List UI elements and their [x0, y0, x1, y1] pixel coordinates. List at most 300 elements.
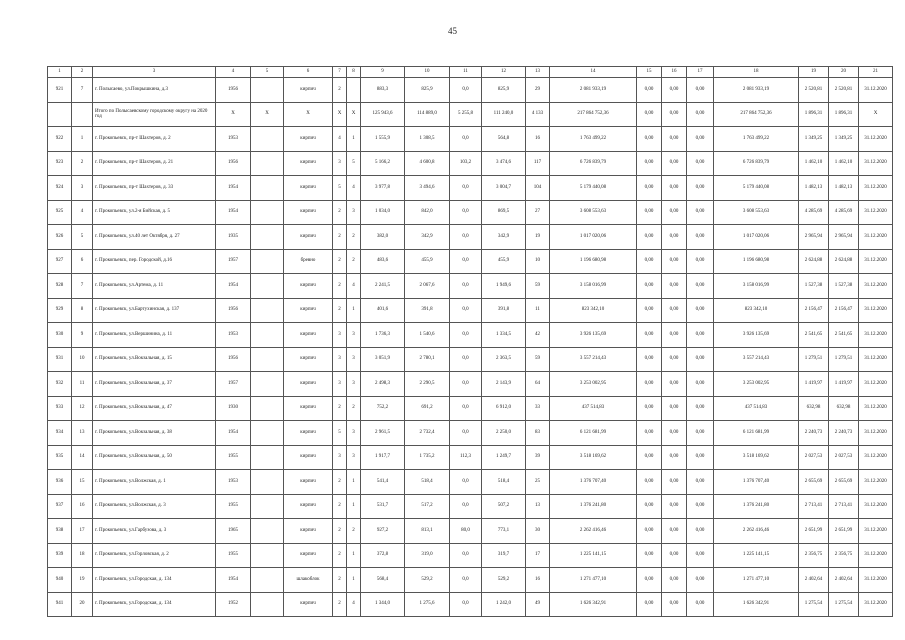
table-cell: 0,00 [662, 347, 687, 372]
table-cell [251, 298, 284, 323]
table-cell: 31.12.2020 [859, 396, 893, 421]
address-cell: г. Прокопьевск, пер. Городской, д.16 [93, 249, 216, 274]
table-cell: кирпич [284, 225, 333, 250]
table-cell: 1 [347, 298, 361, 323]
table-cell: 2 961,5 [361, 421, 405, 446]
table-cell: кирпич [284, 445, 333, 470]
table-cell: 930 [48, 323, 72, 348]
table-cell: 42 [526, 323, 550, 348]
table-row [48, 176, 893, 201]
table-row [48, 151, 893, 176]
table-cell: 1 [347, 470, 361, 495]
table-cell: 1965 [216, 519, 251, 544]
table-cell: 12 [72, 396, 93, 421]
table-cell: 1952 [216, 592, 251, 617]
table-cell: 2 240,73 [799, 421, 829, 446]
table-cell: 13 [526, 494, 550, 519]
table-cell: 923 [48, 151, 72, 176]
table-cell: 3 [347, 372, 361, 397]
table-cell: 2 965,94 [829, 225, 859, 250]
table-cell [251, 323, 284, 348]
address-cell: г. Прокопьевск, ул.Вокзальная, д. 38 [93, 421, 216, 446]
table-cell: 17 [72, 519, 93, 544]
address-cell: Итого по Полысаевскому городскому округу на 2020 год [93, 102, 216, 127]
table-cell: 0,00 [637, 519, 662, 544]
table-cell: 3 253 002,95 [714, 372, 799, 397]
table-cell: 0,0 [450, 396, 482, 421]
table-cell: кирпич [284, 396, 333, 421]
table-cell: 14 [72, 445, 93, 470]
table-row [48, 568, 893, 593]
table-cell: 3 [333, 347, 347, 372]
table-cell: кирпич [284, 127, 333, 152]
table-cell: 2 027,53 [799, 445, 829, 470]
table-cell: 5 [333, 176, 347, 201]
table-cell: 1 196 680,98 [550, 249, 637, 274]
table-cell: X [859, 102, 893, 127]
table-cell [251, 225, 284, 250]
table-cell: 1 275,6 [405, 592, 450, 617]
table-cell: 0,00 [687, 519, 714, 544]
table-cell [251, 249, 284, 274]
table-cell: 936 [48, 470, 72, 495]
table-cell: 83 [526, 421, 550, 446]
table-cell: 0,00 [687, 347, 714, 372]
table-cell: 632,98 [829, 396, 859, 421]
table-cell: 217 864 752,36 [714, 102, 799, 127]
table-cell: 632,98 [799, 396, 829, 421]
table-cell: 125 943,6 [361, 102, 405, 127]
repair-schedule-table [47, 66, 893, 617]
table-cell: 0,0 [450, 323, 482, 348]
address-cell: г. Прокопьевск, пр-т Шахтеров, д. 2 [93, 127, 216, 152]
table-cell: кирпич [284, 151, 333, 176]
table-cell: 1 763 499,22 [550, 127, 637, 152]
table-cell: 0,00 [637, 151, 662, 176]
table-cell: 1954 [216, 421, 251, 446]
table-cell: 0,00 [637, 127, 662, 152]
table-cell [48, 102, 72, 127]
table-cell [251, 176, 284, 201]
table-row [48, 396, 893, 421]
table-cell: 4 285,69 [829, 200, 859, 225]
table-cell: 0,0 [450, 225, 482, 250]
table-cell: 1 349,25 [799, 127, 829, 152]
table-cell: X [333, 102, 347, 127]
table-cell: 1 763 499,22 [714, 127, 799, 152]
table-cell: 2 [333, 396, 347, 421]
table-cell: 1 017 020,06 [714, 225, 799, 250]
table-row [48, 494, 893, 519]
address-cell: г. Прокопьевск, ул.Вокзальная, д. 15 [93, 347, 216, 372]
table-cell: 0,00 [687, 102, 714, 127]
table-cell: 0,00 [637, 323, 662, 348]
table-row [48, 78, 893, 103]
table-cell: 2 541,65 [829, 323, 859, 348]
table-cell: 3 608 553,63 [550, 200, 637, 225]
column-number: 12 [482, 67, 526, 78]
table-cell: 0,00 [637, 372, 662, 397]
table-cell: 19 [526, 225, 550, 250]
table-cell: 7 [72, 274, 93, 299]
table-cell: 17 [526, 543, 550, 568]
table-cell: 319,0 [405, 543, 450, 568]
table-cell: 0,00 [687, 543, 714, 568]
table-cell: 8 [72, 298, 93, 323]
column-number: 13 [526, 67, 550, 78]
table-cell: 0,0 [450, 421, 482, 446]
table-cell: 25 [526, 470, 550, 495]
table-cell: 933 [48, 396, 72, 421]
table-cell: 2 498,3 [361, 372, 405, 397]
table-cell: 0,00 [662, 519, 687, 544]
table-cell: 0,00 [662, 323, 687, 348]
table-cell: 3 608 553,63 [714, 200, 799, 225]
table-cell: 2 624,88 [799, 249, 829, 274]
table-cell: 31.12.2020 [859, 78, 893, 103]
table-cell: 2 655,69 [799, 470, 829, 495]
table-cell: 6 121 681,99 [714, 421, 799, 446]
table-cell: 0,00 [687, 421, 714, 446]
table-cell: 564,8 [482, 127, 526, 152]
table-cell: 1953 [216, 470, 251, 495]
table-cell: 2 [333, 249, 347, 274]
table-cell: кирпич [284, 176, 333, 201]
table-cell: 0,00 [662, 249, 687, 274]
table-cell: 455,9 [405, 249, 450, 274]
table-cell: 16 [72, 494, 93, 519]
table-cell: 10 [526, 249, 550, 274]
table-cell: 935 [48, 445, 72, 470]
table-cell: 2 [333, 470, 347, 495]
table-cell: 1 482,13 [829, 176, 859, 201]
table-cell: 16 [526, 568, 550, 593]
table-cell: 5 179 440,08 [714, 176, 799, 201]
table-cell: 4 [347, 176, 361, 201]
table-row [48, 372, 893, 397]
table-cell: 517,2 [405, 494, 450, 519]
table-cell: 0,0 [450, 372, 482, 397]
table-cell: 1957 [216, 249, 251, 274]
table-cell: 0,00 [687, 274, 714, 299]
table-cell [347, 78, 361, 103]
table-cell: 1 196 680,98 [714, 249, 799, 274]
table-cell: 869,5 [482, 200, 526, 225]
table-cell: 2 541,65 [799, 323, 829, 348]
table-cell: 401,6 [361, 298, 405, 323]
table-cell: 0,00 [687, 470, 714, 495]
table-cell: 938 [48, 519, 72, 544]
table-cell [251, 274, 284, 299]
table-cell: 1954 [216, 176, 251, 201]
table-cell: 0,00 [637, 421, 662, 446]
table-cell: 2 [333, 568, 347, 593]
table-cell: бревно [284, 249, 333, 274]
table-cell: 0,00 [687, 298, 714, 323]
table-cell: 2 [72, 151, 93, 176]
table-cell: 0,00 [637, 176, 662, 201]
table-cell: 2 081 933,19 [550, 78, 637, 103]
table-cell: 49 [526, 592, 550, 617]
table-cell: 3 [347, 347, 361, 372]
table-cell: 2 520,81 [799, 78, 829, 103]
address-cell: г. Прокопьевск, пр-т Шахтеров, д. 33 [93, 176, 216, 201]
table-cell: 0,00 [662, 470, 687, 495]
table-cell: 926 [48, 225, 72, 250]
table-cell: 64 [526, 372, 550, 397]
table-cell [251, 543, 284, 568]
table-cell: кирпич [284, 323, 333, 348]
table-cell: 31.12.2020 [859, 592, 893, 617]
table-cell: 3 004,7 [482, 176, 526, 201]
table-cell: 3 158 016,99 [714, 274, 799, 299]
table-cell: 1 735,2 [405, 445, 450, 470]
table-cell: 2 290,5 [405, 372, 450, 397]
table-cell: 3 [72, 176, 93, 201]
table-cell: 3 [347, 323, 361, 348]
address-cell: г. Прокопьевск, пр-т Шахтеров, д. 21 [93, 151, 216, 176]
table-row [48, 274, 893, 299]
column-number: 20 [829, 67, 859, 78]
table-cell: 1956 [216, 78, 251, 103]
column-number: 19 [799, 67, 829, 78]
table-cell: 2 [347, 396, 361, 421]
table-cell: 927 [48, 249, 72, 274]
table-cell: 3 [347, 445, 361, 470]
table-cell: 0,00 [662, 151, 687, 176]
table-cell: 1 419,97 [799, 372, 829, 397]
table-cell: 2 [333, 225, 347, 250]
table-cell: 2 402,64 [829, 568, 859, 593]
table-cell: 2 156,47 [829, 298, 859, 323]
table-cell: 382,0 [361, 225, 405, 250]
table-cell: 931 [48, 347, 72, 372]
table-cell: 2 081 933,19 [714, 78, 799, 103]
table-cell: 0,00 [637, 249, 662, 274]
table-cell: 4 133 [526, 102, 550, 127]
table-cell: 1 540,6 [405, 323, 450, 348]
table-cell: 0,0 [450, 127, 482, 152]
table-row [48, 225, 893, 250]
table-cell: 217 864 752,36 [550, 102, 637, 127]
table-cell: 1953 [216, 127, 251, 152]
table-cell: 0,00 [687, 396, 714, 421]
table-cell: 0,0 [450, 543, 482, 568]
column-number: 8 [347, 67, 361, 78]
table-cell: 39 [526, 445, 550, 470]
table-cell: 0,00 [637, 543, 662, 568]
table-cell: 2 402,64 [799, 568, 829, 593]
table-cell: 483,6 [361, 249, 405, 274]
table-cell: 937 [48, 494, 72, 519]
table-cell: 1 [347, 127, 361, 152]
table-cell: 5 179 440,08 [550, 176, 637, 201]
table-cell: 518,4 [405, 470, 450, 495]
table-row [48, 298, 893, 323]
table-cell: 0,00 [637, 396, 662, 421]
table-cell: 31.12.2020 [859, 225, 893, 250]
table-cell: 691,2 [405, 396, 450, 421]
table-cell [251, 470, 284, 495]
table-cell: кирпич [284, 592, 333, 617]
table-cell: 3 [347, 200, 361, 225]
address-cell: г. Прокопьевск, ул.2-я Бийская, д. 5 [93, 200, 216, 225]
table-cell: 1935 [216, 225, 251, 250]
table-cell: 3 [347, 421, 361, 446]
table-cell: 455,9 [482, 249, 526, 274]
table-cell: кирпич [284, 200, 333, 225]
table-cell: 31.12.2020 [859, 298, 893, 323]
table-cell: 1 334,5 [482, 323, 526, 348]
table-cell: 925 [48, 200, 72, 225]
table-cell: X [251, 102, 284, 127]
table-cell: 2 [347, 225, 361, 250]
table-cell [251, 78, 284, 103]
table-cell: 6 121 681,99 [550, 421, 637, 446]
table-cell: 1 [347, 494, 361, 519]
table-cell: 3 253 002,95 [550, 372, 637, 397]
table-cell: 0,00 [662, 274, 687, 299]
table-cell: 932 [48, 372, 72, 397]
table-cell: 437 514,83 [550, 396, 637, 421]
table-cell: 0,00 [662, 298, 687, 323]
table-cell: кирпич [284, 543, 333, 568]
table-cell: 3 [333, 372, 347, 397]
table-cell: 1954 [216, 568, 251, 593]
table-cell: 0,00 [662, 200, 687, 225]
table-cell: 6 726 839,79 [550, 151, 637, 176]
table-cell: кирпич [284, 494, 333, 519]
table-cell: 1 344,0 [361, 592, 405, 617]
table-cell: 2 520,81 [829, 78, 859, 103]
table-cell: 112,3 [450, 445, 482, 470]
table-cell: 0,00 [637, 592, 662, 617]
table-cell: 3 158 016,99 [550, 274, 637, 299]
table-cell: 0,00 [687, 127, 714, 152]
table-cell [251, 592, 284, 617]
table-cell: 31.12.2020 [859, 421, 893, 446]
table-cell: 1 376 241,80 [550, 494, 637, 519]
table-row [48, 519, 893, 544]
table-cell: 1954 [216, 274, 251, 299]
address-cell: г. Прокопьевск, ул.Волжская, д. 1 [93, 470, 216, 495]
table-cell: 541,4 [361, 470, 405, 495]
table-cell: 2 732,4 [405, 421, 450, 446]
table-cell: 2 356,75 [829, 543, 859, 568]
table-cell: 6 912,0 [482, 396, 526, 421]
table-row [48, 200, 893, 225]
column-number: 16 [662, 67, 687, 78]
table-cell: 4 [347, 274, 361, 299]
table-cell: 31.12.2020 [859, 176, 893, 201]
column-number: 11 [450, 67, 482, 78]
address-cell: г. Прокопьевск, ул.Вершинина, д. 11 [93, 323, 216, 348]
table-cell: 0,0 [450, 347, 482, 372]
table-cell: кирпич [284, 298, 333, 323]
table-cell: 342,9 [405, 225, 450, 250]
table-cell: 1957 [216, 372, 251, 397]
table-cell: 529,2 [405, 568, 450, 593]
table-cell: 1956 [216, 151, 251, 176]
table-cell: 31.12.2020 [859, 519, 893, 544]
table-cell: 0,0 [450, 592, 482, 617]
table-cell: 1 626 342,91 [714, 592, 799, 617]
table-row [48, 543, 893, 568]
table-cell: 1 249,7 [482, 445, 526, 470]
table-cell: 15 [72, 470, 93, 495]
table-cell: 31.12.2020 [859, 372, 893, 397]
table-cell: 1 275,54 [799, 592, 829, 617]
table-cell: 31.12.2020 [859, 470, 893, 495]
table-cell: 1 896,31 [799, 102, 829, 127]
table-cell: 823 342,10 [550, 298, 637, 323]
table-cell: 19 [72, 568, 93, 593]
table-cell: X [216, 102, 251, 127]
table-cell: 80,0 [450, 519, 482, 544]
column-number: 18 [714, 67, 799, 78]
table-cell: 2 [333, 274, 347, 299]
table-cell: 1955 [216, 543, 251, 568]
table-cell: 3 [333, 151, 347, 176]
table-cell: 3 557 214,43 [550, 347, 637, 372]
table-cell [72, 102, 93, 127]
table-cell [251, 151, 284, 176]
table-cell: 111 240,0 [482, 102, 526, 127]
table-cell: 2 624,88 [829, 249, 859, 274]
table-cell: 31.12.2020 [859, 445, 893, 470]
column-number: 21 [859, 67, 893, 78]
table-cell: 2 713,41 [829, 494, 859, 519]
table-cell: 2 [333, 494, 347, 519]
table-cell: 0,0 [450, 494, 482, 519]
table-cell: 0,00 [637, 494, 662, 519]
table-cell: 0,00 [662, 127, 687, 152]
table-cell: 934 [48, 421, 72, 446]
table-cell: 18 [72, 543, 93, 568]
table-cell: 29 [526, 78, 550, 103]
table-cell: 0,00 [637, 470, 662, 495]
table-cell: 928 [48, 274, 72, 299]
column-number: 5 [251, 67, 284, 78]
table-cell: 3 051,9 [361, 347, 405, 372]
address-cell: г. Прокопьевск, ул.Артема, д. 11 [93, 274, 216, 299]
table-cell [251, 396, 284, 421]
table-cell: 0,0 [450, 176, 482, 201]
table-cell: 16 [526, 127, 550, 152]
table-cell: 2 [333, 592, 347, 617]
table-cell [251, 445, 284, 470]
table-cell [251, 494, 284, 519]
table-cell: 823 342,10 [714, 298, 799, 323]
table-cell: 11 [72, 372, 93, 397]
table-cell: 319,7 [482, 543, 526, 568]
table-cell: 4 600,8 [405, 151, 450, 176]
column-number: 10 [405, 67, 450, 78]
table-cell: 0,0 [450, 249, 482, 274]
table-cell: 2 143,9 [482, 372, 526, 397]
table-cell: 5 [72, 225, 93, 250]
table-cell: кирпич [284, 274, 333, 299]
table-cell: 2 027,53 [829, 445, 859, 470]
table-cell: 0,00 [662, 494, 687, 519]
table-cell: 1930 [216, 396, 251, 421]
table-cell: 0,00 [662, 102, 687, 127]
table-cell: 3 926 135,69 [714, 323, 799, 348]
table-cell: 0,0 [450, 78, 482, 103]
column-number: 15 [637, 67, 662, 78]
table-cell: 2 [333, 543, 347, 568]
table-cell: 773,1 [482, 519, 526, 544]
